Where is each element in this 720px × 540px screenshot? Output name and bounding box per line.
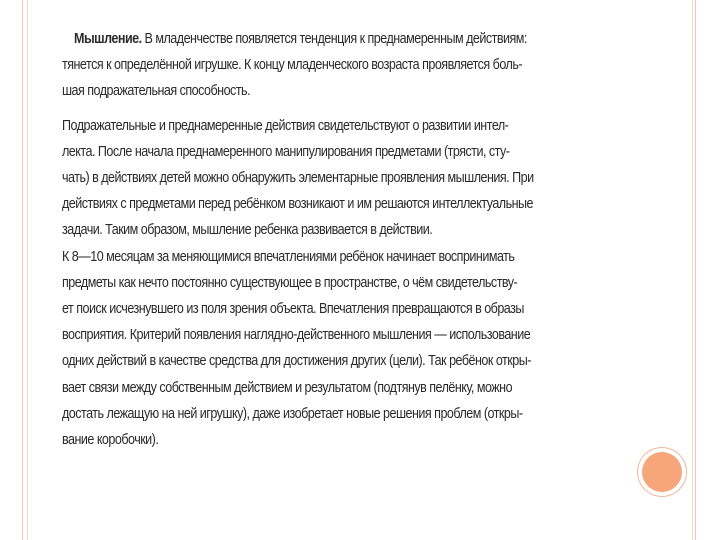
document-text — [62, 26, 534, 453]
text-line: чать) в действиях детей можно обнаружить элементарные проявления мышления. При — [62, 170, 534, 187]
text-line: задачи. Таким образом, мышление ребенка развивается в действии. — [62, 222, 433, 239]
text-line: Мышление. В младенчестве появляется тенденция к преднамеренным действиям: — [74, 31, 527, 47]
text-line: Подражательные и преднамеренные действия свидетельствуют о развитии интел- — [62, 117, 509, 134]
text-line: ет поиск исчезнувшего из поля зрения объекта. Впечатления превращаются в образы — [62, 301, 524, 318]
text-line: лекта. После начала преднамеренного манипулирования предметами (трясти, сту- — [62, 143, 510, 160]
text-line: действиях с предметами перед ребёнком возникают и им решаются интеллектуальные — [62, 196, 534, 213]
text-line: тянется к определённой игрушке. К концу младенческого возраста проявляется боль- — [62, 57, 523, 74]
text-line: восприятия. Критерий появления наглядно-действенного мышления — использование — [62, 327, 531, 344]
text-line: шая подражательная способность. — [62, 83, 251, 100]
text-line: вание коробочки). — [62, 432, 159, 449]
text-line: одних действий в качестве средства для достижения других (цели). Так ребёнок откры- — [62, 353, 531, 370]
text-line: К 8—10 месяцам за меняющимися впечатлениями ребёнок начинает воспринимать — [62, 248, 515, 265]
heading-word: Мышление. — [74, 31, 142, 47]
decorative-circle — [642, 452, 682, 492]
text-line: вает связи между собственным действием и результатом (подтянув пелёнку, можно — [62, 379, 513, 396]
text-line: достать лежащую на ней игрушку), даже изобретает новые решения проблем (откры- — [62, 405, 523, 422]
text-line: предметы как нечто постоянно существующее в пространстве, о чём свидетельству- — [62, 274, 518, 291]
paragraph-gap — [62, 105, 520, 113]
